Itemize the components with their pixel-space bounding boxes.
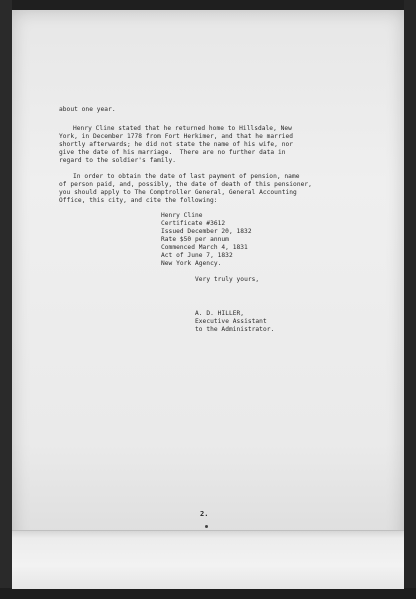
paragraph1-line-1: Henry Cline stated that he returned home to Hillsdale, New (73, 125, 292, 132)
citation-line-3: Issued December 20, 1832 (161, 228, 252, 235)
citation-line-2: Certificate #3612 (161, 220, 226, 227)
scan-border-bottom (0, 588, 416, 599)
paragraph2-line-4: Office, this city, and cite the following: (59, 197, 218, 204)
scan-border-top (0, 0, 416, 10)
page-number: 2. (200, 510, 209, 518)
signature-title-1: Executive Assistant (195, 318, 267, 325)
citation-line-4: Rate $50 per annum (161, 236, 229, 243)
paragraph1-line-2: York, in December 1778 from Fort Herkimer, and that he married (59, 133, 294, 140)
citation-line-7: New York Agency. (161, 260, 222, 267)
page-fold (12, 530, 404, 589)
paragraph2-line-3: you should apply to The Comptroller General, General Accounting (59, 189, 297, 196)
punch-mark (205, 525, 208, 528)
paragraph2-line-2: of person paid, and, possibly, the date of death of this pensioner, (59, 181, 312, 188)
citation-line-1: Henry Cline (161, 212, 203, 219)
scan-border-left (0, 0, 12, 599)
signature-name: A. D. HILLER, (195, 310, 245, 317)
closing: Very truly yours, (195, 276, 260, 283)
letter-page (12, 10, 404, 588)
paragraph1-line-3: shortly afterwards; he did not state the name of his wife, nor (59, 141, 294, 148)
signature-title-2: to the Administrator. (195, 326, 275, 333)
paragraph2-line-1: In order to obtain the date of last payment of pension, name (73, 173, 300, 180)
continuation-line: about one year. (59, 106, 116, 113)
scan-border-right (404, 0, 416, 599)
paragraph1-line-5: regard to the soldier's family. (59, 157, 177, 164)
citation-line-6: Act of June 7, 1832 (161, 252, 233, 259)
paragraph1-line-4: give the date of his marriage. There are no further data in (59, 149, 286, 156)
citation-line-5: Commenced March 4, 1831 (161, 244, 248, 251)
